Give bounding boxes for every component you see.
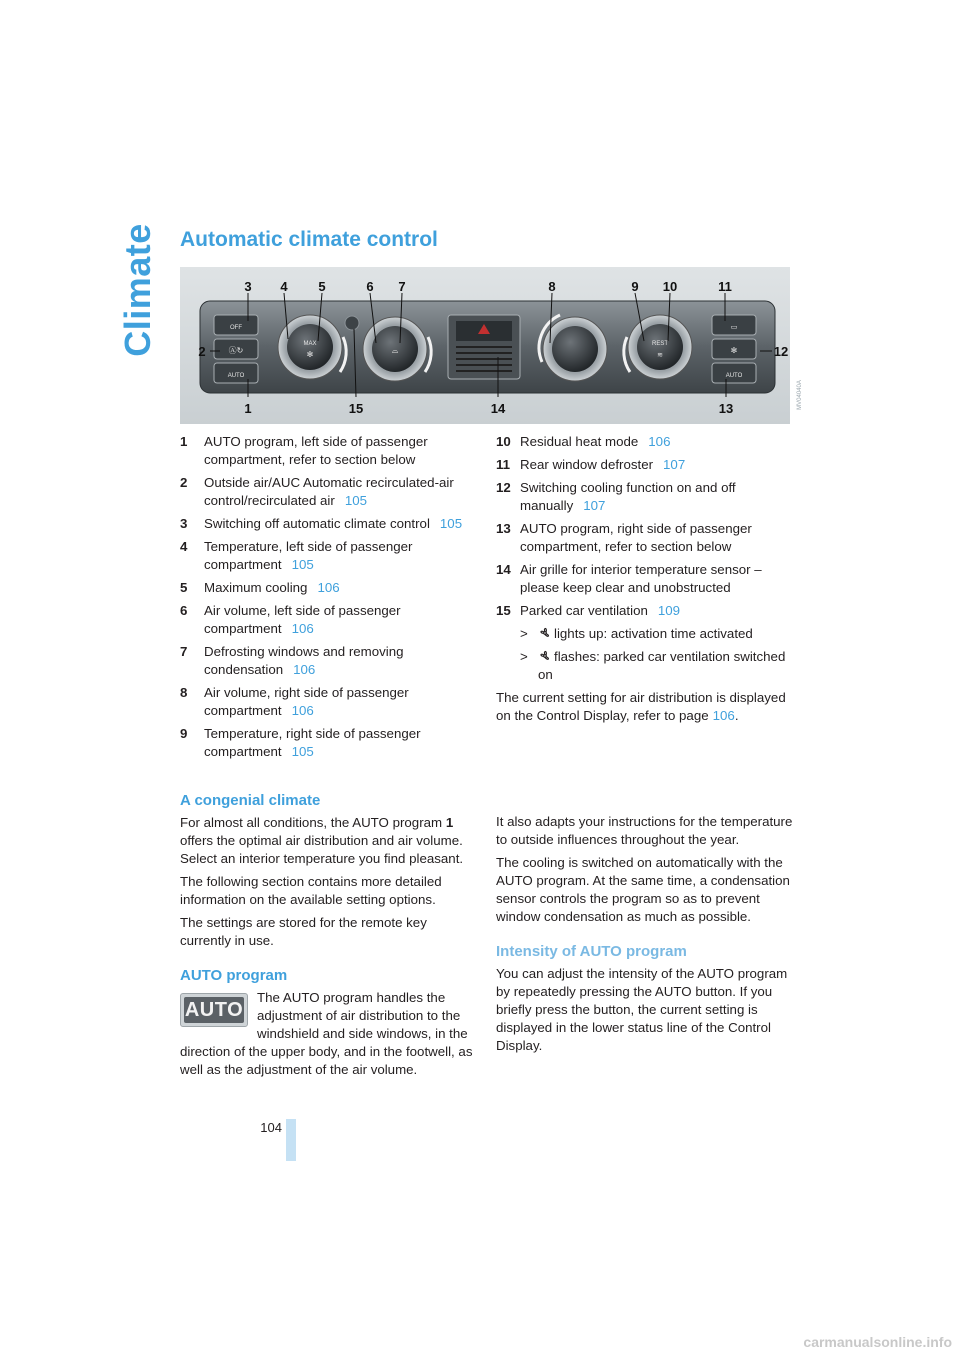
fan-icon <box>538 627 552 639</box>
climate-control-panel-figure <box>180 267 790 424</box>
callout-12: 12 <box>773 344 789 359</box>
legend-item: 11 Rear window defroster 107 <box>496 457 686 472</box>
paragraph: The cooling is switched on automatically with the AUTO program. At the same time, a condensation sensor controls the program so as to prevent window condensation as much as possible. <box>496 855 790 924</box>
auto-button-image: AUTO <box>180 993 248 1027</box>
legend-item: 6 Air volume, left side of passenger compartment 106 <box>180 603 401 636</box>
chapter-title: Climate <box>117 223 158 357</box>
paragraph: You can adjust the intensity of the AUTO program by repeatedly pressing the AUTO button. If you briefly press the button, the current setting is displayed in the lower status line of the Control Display. <box>496 966 788 1053</box>
bullet-item: > lights up: activation time activated <box>520 626 753 641</box>
section-heading-auto-program: AUTO program <box>180 967 288 984</box>
legend-item: 14 Air grille for interior temperature sensor – please keep clear and unobstructed <box>496 562 762 595</box>
auto-left-button-label: AUTO <box>227 373 245 379</box>
legend-item: 9 Temperature, right side of passenger compartment 105 <box>180 726 421 759</box>
page-ref-link[interactable]: 106 <box>293 662 316 677</box>
legend-item: 2 Outside air/AUC Automatic recirculated-air control/recirculated air 105 <box>180 475 454 508</box>
recirculation-icon: Ⓐ↻ <box>228 346 244 355</box>
watermark: carmanualsonline.info <box>803 1334 952 1350</box>
right-button-stack <box>712 315 756 383</box>
page-ref-link[interactable]: 105 <box>291 557 314 572</box>
callout-8: 8 <box>548 279 556 294</box>
legend-item: 15 Parked car ventilation 109 <box>496 603 681 618</box>
page-ref-link[interactable]: 106 <box>291 703 314 718</box>
callout-13: 13 <box>718 401 734 416</box>
parked-ventilation-sensor <box>345 316 359 330</box>
page-number: 104 <box>260 1120 282 1135</box>
page-ref-link[interactable]: 105 <box>344 493 367 508</box>
legend-item: 7 Defrosting windows and removing condensation 106 <box>180 644 404 677</box>
callout-5: 5 <box>318 279 326 294</box>
figure-code: MV04040A <box>797 380 803 410</box>
snowflake-icon: ✻ <box>306 350 314 359</box>
callout-7: 7 <box>398 279 406 294</box>
page-ref-link[interactable]: 105 <box>439 516 463 531</box>
page-ref-link[interactable]: 106 <box>317 580 340 595</box>
cooling-snowflake-icon: ✻ <box>730 346 738 355</box>
callout-10: 10 <box>662 279 678 294</box>
callout-4: 4 <box>280 279 288 294</box>
page-ref-link[interactable]: 106 <box>291 621 314 636</box>
callout-3: 3 <box>244 279 252 294</box>
left-button-stack <box>214 315 258 383</box>
bullet-item: > flashes: parked car ventilation switched on <box>520 649 786 682</box>
rest-label: REST <box>651 341 669 347</box>
legend-item: 12 Switching cooling function on and off manually 107 <box>496 480 736 513</box>
callout-11: 11 <box>718 279 732 294</box>
chapter-tab <box>118 225 158 355</box>
callout-6: 6 <box>366 279 374 294</box>
page-ref-link[interactable]: 105 <box>291 744 314 759</box>
page-ref-link[interactable]: 106 <box>648 434 671 449</box>
fan-icon <box>538 650 552 662</box>
page-ref-link[interactable]: 109 <box>657 603 681 618</box>
rear-defroster-icon: ▭ <box>730 323 738 331</box>
legend-item: 13 AUTO program, right side of passenger compartment, refer to section below <box>496 521 752 554</box>
page-title: Automatic climate control <box>180 228 438 251</box>
air-distribution-note: The current setting for air distribution is displayed on the Control Display, refer to page 106. <box>496 690 786 723</box>
callout-15: 15 <box>348 401 364 416</box>
page-ref-link[interactable]: 107 <box>663 457 686 472</box>
page-ref-link[interactable]: 107 <box>583 498 606 513</box>
legend-item: 1 AUTO program, left side of passenger compartment, refer to section below <box>180 434 428 467</box>
max-label: MAX <box>303 341 317 347</box>
right-column <box>496 813 796 1060</box>
page-number-bar <box>286 1119 296 1161</box>
section-heading-congenial-climate: A congenial climate <box>180 792 321 809</box>
legend-item: 8 Air volume, right side of passenger compartment 106 <box>180 685 409 718</box>
callout-9: 9 <box>631 279 639 294</box>
left-column <box>180 792 475 1084</box>
defrost-icon: ⌓ <box>391 346 399 355</box>
legend-item: 5 Maximum cooling 106 <box>180 580 340 595</box>
auto-right-button-label: AUTO <box>725 373 743 379</box>
callout-14: 14 <box>490 401 506 416</box>
paragraph: The following section contains more detailed information on the available setting options. <box>180 874 442 907</box>
legend-right <box>496 433 796 725</box>
legend-left <box>180 433 475 766</box>
page-ref-link[interactable]: 106 <box>712 708 735 723</box>
paragraph: It also adapts your instructions for the temperature to outside influences throughout the year. <box>496 814 793 847</box>
legend-item: 4 Temperature, left side of passenger compartment 105 <box>180 539 413 572</box>
section-heading-intensity: Intensity of AUTO program <box>496 943 687 960</box>
off-button-label: OFF <box>230 325 242 331</box>
legend-item: 10 Residual heat mode 106 <box>496 434 671 449</box>
sensor-air-grille <box>448 315 520 379</box>
paragraph: For almost all conditions, the AUTO program 1 offers the optimal air distribution and air volume. Select an interior temperature you find pleasant. <box>180 815 464 866</box>
legend-item: 3 Switching off automatic climate control 105 <box>180 516 463 531</box>
callout-1: 1 <box>244 401 252 416</box>
heat-icon: ≋ <box>657 351 663 359</box>
paragraph: AUTO The AUTO program handles the adjustment of air distribution to the windshield and side windows, in the direction of the upper body, and in the footwell, as well as the adjustment of the air volume. <box>180 990 473 1077</box>
paragraph: The settings are stored for the remote key currently in use. <box>180 915 427 948</box>
callout-2: 2 <box>198 344 206 359</box>
